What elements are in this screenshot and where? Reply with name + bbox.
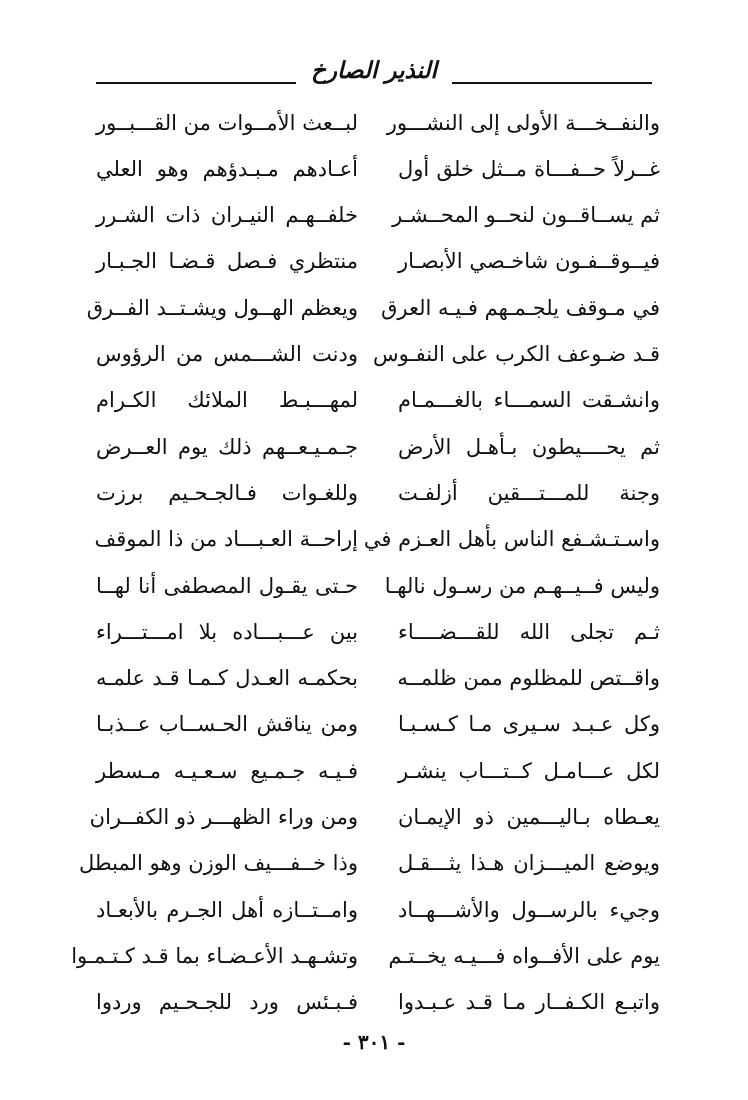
header-rule-left	[96, 82, 296, 84]
verse-line	[96, 146, 660, 192]
second-hemistich: خلفــهـم النيـران ذات الشـرر	[96, 203, 358, 228]
first-hemistich: وجنة للمـــتـــقين أزلفـت	[398, 480, 660, 505]
verse-line	[96, 378, 660, 424]
second-hemistich: ويعظم الهــول ويشـتــد الفــرق	[86, 295, 358, 320]
verse-line	[96, 563, 660, 609]
verse-line	[96, 470, 660, 516]
second-hemistich: ومن وراء الظهـــر ذو الكفــران	[89, 805, 358, 829]
header-title: النذير الصارخ	[311, 58, 437, 84]
first-hemistich: غــرلاً حــفـــاة مــثل خلق أول	[398, 156, 660, 181]
second-hemistich: جـمـيـعــهم ذلك يوم العــرض	[96, 434, 358, 459]
first-hemistich: ويوضع الميـــزان هـذا يثـــقـل	[398, 851, 660, 876]
verse-line	[86, 285, 660, 331]
verse-line	[89, 794, 660, 840]
first-hemistich: وكل عـبـد سـيرى مـا كـسـبـا	[398, 712, 660, 737]
first-hemistich: وليس فــيــهـم من رسـول نالهـا	[384, 573, 660, 598]
second-hemistich: إراحــة العـبـــاد من ذا الموقف	[94, 527, 358, 552]
second-hemistich: ومن يناقش الحـســاب عــذبـا	[96, 712, 358, 737]
first-hemistich: وانشـقت السمـــاء بالغـــمـام	[398, 388, 660, 413]
first-hemistich: والنفــخـــة الأولى إلى النشـــور	[386, 110, 660, 135]
verse-line	[96, 193, 660, 239]
verse-line	[96, 980, 660, 1026]
first-hemistich: يعـطاه بـاليـــمين ذو الإيمـان	[398, 805, 660, 829]
second-hemistich: حـتى يقـول المصطفى أنا لهــا	[96, 573, 358, 598]
verse-line	[96, 331, 660, 377]
second-hemistich: وللغـوات فـالجـحـيم برزت	[96, 480, 358, 505]
second-hemistich: فـبـئس ورد للجـحـيم وردوا	[96, 990, 358, 1015]
verse-line	[96, 517, 660, 563]
poem-body	[71, 100, 660, 1026]
first-hemistich: واقــتص للمظلوم ممن ظلمــه	[397, 666, 660, 691]
first-hemistich: قـد ضـوعف الكرب على النفـوس	[372, 342, 660, 367]
first-hemistich: واتبـع الكـفــار مـا قـد عـبـدوا	[398, 990, 660, 1015]
verse-line	[96, 656, 660, 702]
second-hemistich: منتظري فـصل قـضـا الجـبـار	[96, 249, 358, 274]
first-hemistich: لكل عـــامـل كــتـــاب ينشـر	[398, 758, 660, 783]
second-hemistich: وذا خــفـــيف الوزن وهو المبطل	[78, 851, 358, 876]
verse-line	[96, 100, 660, 146]
verse-line	[96, 239, 660, 285]
second-hemistich: بحكمـه العـدل كـمـا قـد علمـه	[96, 666, 358, 691]
first-hemistich: ثم يحــــيطون بـأهـل الأرض	[398, 434, 660, 459]
verse-line	[96, 424, 660, 470]
verse-line	[96, 748, 660, 794]
first-hemistich: في مـوقف يلجـمـهم فـيـه العرق	[381, 295, 660, 320]
verse-line	[78, 841, 660, 887]
first-hemistich: واسـتـشـفع الناس بأهل العـزم في	[363, 527, 660, 552]
second-hemistich: ودنت الشـــمس من الرؤوس	[96, 342, 358, 367]
first-hemistich: فيــوقــفـون شاخـصي الأبصـار	[398, 249, 660, 274]
verse-line	[96, 609, 660, 655]
page-number: - ٣٠١ -	[342, 1030, 406, 1054]
verse-line	[71, 933, 660, 979]
verse-line	[96, 702, 660, 748]
first-hemistich: وجيء بالرســول والأشـــهــاد	[398, 897, 660, 922]
first-hemistich: ثم يســاقــون لنحــو المحــشـر	[392, 203, 660, 228]
second-hemistich: لمهـــبـط الملائك الكـرام	[96, 388, 358, 413]
first-hemistich: يوم على الأفــواه فـــيـه يخــتـم	[388, 943, 660, 968]
first-hemistich: ثـم تجلى الله للقـــضــــاء	[398, 619, 660, 644]
second-hemistich: بين عـــبـــاده بلا امـــتـــراء	[96, 619, 358, 644]
second-hemistich: لبــعث الأمــوات من القـــبــور	[96, 110, 358, 135]
running-header	[96, 56, 652, 96]
second-hemistich: أعـادهم مـبـدؤهم وهو العلي	[96, 156, 358, 181]
second-hemistich: وتشـهـد الأعـضـاء بما قـد كـتـمـوا	[71, 943, 358, 968]
second-hemistich: فـيـه جـمـيع سـعـيـه مـسطر	[96, 758, 358, 783]
second-hemistich: وامــتــازه أهل الجـرم بالأبعـاد	[96, 897, 358, 922]
verse-line	[96, 887, 660, 933]
